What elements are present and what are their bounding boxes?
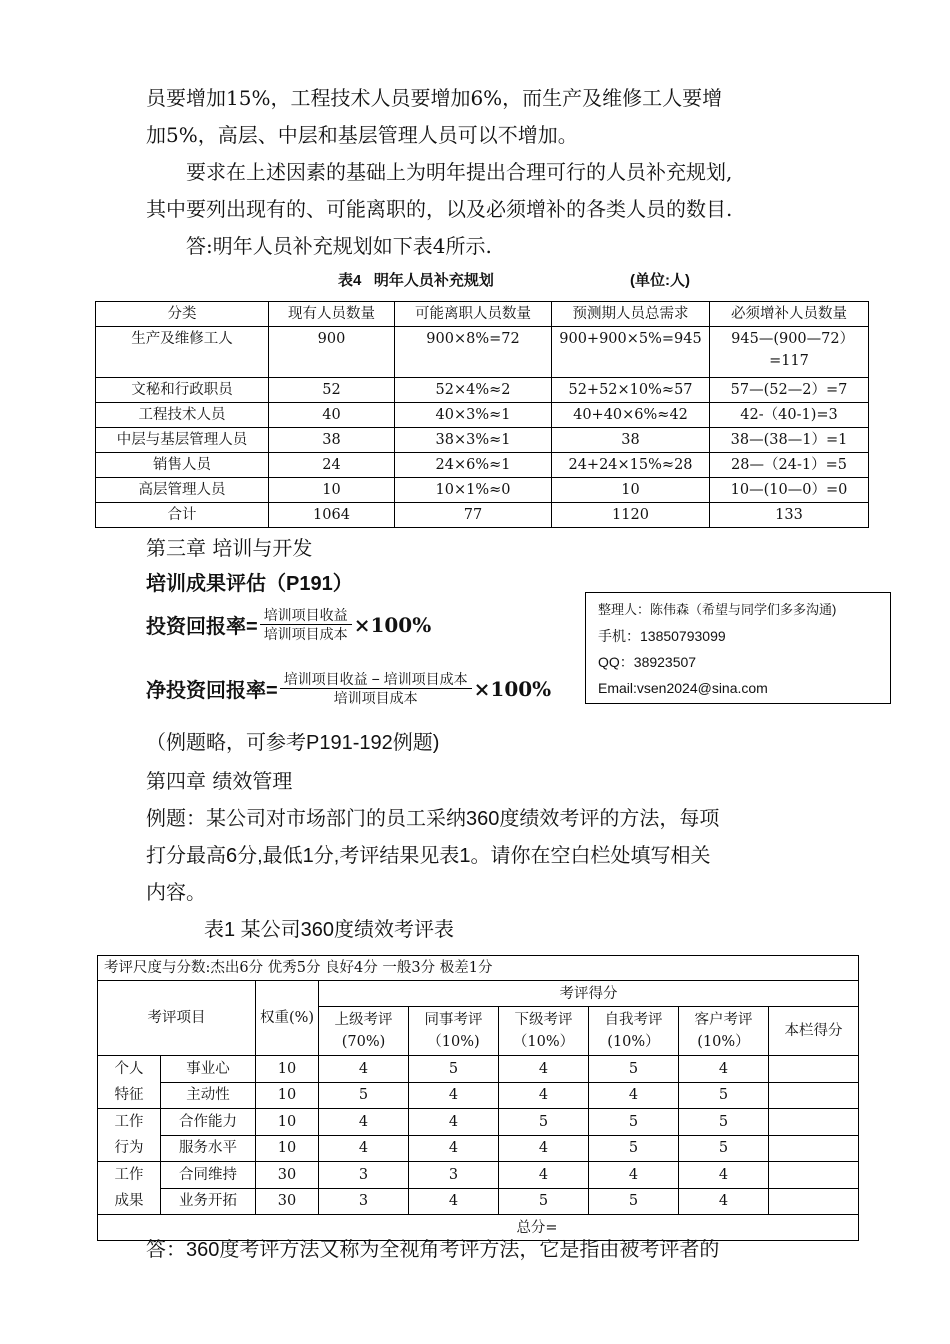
weight: 30: [256, 1188, 319, 1215]
chapter3-title: 第三章 培训与开发: [146, 536, 313, 560]
contact-organizer: 整理人：陈伟森（希望与同学们多多沟通): [598, 602, 837, 617]
cell: 合计: [96, 503, 269, 528]
score: 5: [409, 1056, 499, 1083]
cell: 52: [269, 378, 395, 403]
cell: 10×1%≈0: [395, 478, 552, 503]
net-roi-fraction: [280, 670, 472, 707]
net-roi-numerator: 培训项目收益 − 培训项目成本: [280, 670, 472, 689]
cell: 57—(52—2）=7: [710, 378, 869, 403]
score: 4: [589, 1162, 679, 1189]
table-row: [98, 1188, 859, 1215]
score: 4: [409, 1135, 499, 1162]
cell: 40: [269, 403, 395, 428]
cell: 40×3%≈1: [395, 403, 552, 428]
score: 3: [409, 1162, 499, 1189]
weight: 30: [256, 1162, 319, 1189]
table1-caption: 表1 某公司360度绩效考评表: [204, 919, 455, 941]
chapter3-subtitle: 培训成果评估（P191）: [146, 573, 353, 595]
para-line-3: 要求在上述因素的基础上为明年提出合理可行的人员补充规划,: [186, 160, 733, 184]
table-row: [96, 503, 869, 528]
cell: 52×4%≈2: [395, 378, 552, 403]
score: 5: [589, 1056, 679, 1083]
cell: 10—(10—0）=0: [710, 478, 869, 503]
table-row: [96, 428, 869, 453]
example-note: （例题略，可参考P191-192例题): [146, 732, 440, 754]
sub-header-superior: 上级考评(70%): [319, 1007, 409, 1056]
table-row: [96, 327, 869, 378]
cell: 38: [552, 428, 710, 453]
weight: 10: [256, 1135, 319, 1162]
cell: 10: [269, 478, 395, 503]
weight: 10: [256, 1082, 319, 1109]
table-row: [96, 378, 869, 403]
scale-row: 考评尺度与分数:杰出6分 优秀5分 良好4分 一般3分 极差1分: [98, 956, 859, 981]
score: 4: [679, 1162, 769, 1189]
score: 4: [319, 1109, 409, 1136]
group-name: 工作成果: [98, 1162, 161, 1215]
row-score-blank[interactable]: [769, 1162, 859, 1189]
table-row: [96, 403, 869, 428]
cell: 高层管理人员: [96, 478, 269, 503]
chapter4-title: 第四章 绩效管理: [146, 769, 293, 793]
table-row: [98, 1162, 859, 1189]
cell: 900: [269, 327, 395, 378]
weight: 10: [256, 1109, 319, 1136]
score: 5: [679, 1109, 769, 1136]
sub-header-customer: 客户考评(10%）: [679, 1007, 769, 1056]
row-score-blank[interactable]: [769, 1056, 859, 1083]
score: 4: [499, 1162, 589, 1189]
header-leaving: 可能离职人员数量: [395, 302, 552, 327]
cell: 中层与基层管理人员: [96, 428, 269, 453]
header-current: 现有人员数量: [269, 302, 395, 327]
cell: 销售人员: [96, 453, 269, 478]
roi-fraction: [260, 606, 352, 643]
chapter4-line-2: 打分最高6分,最低1分,考评结果见表1。请你在空白栏处填写相关: [146, 845, 711, 867]
score: 4: [589, 1082, 679, 1109]
cell: 38: [269, 428, 395, 453]
cell: 38×3%≈1: [395, 428, 552, 453]
cell: 28—（24-1）=5: [710, 453, 869, 478]
score: 4: [319, 1056, 409, 1083]
answer-line: 答：360度考评方法又称为全视角考评方法，它是指由被考评者的: [146, 1239, 720, 1261]
roi-multiplier: ×100%: [353, 612, 432, 637]
cell: 52+52×10%≈57: [552, 378, 710, 403]
net-roi-multiplier: ×100%: [473, 676, 552, 701]
para-line-1: 员要增加15%，工程技术人员要增加6%，而生产及维修工人要增: [146, 86, 723, 110]
row-score-blank[interactable]: [769, 1082, 859, 1109]
cell: 24: [269, 453, 395, 478]
header-demand: 预测期人员总需求: [552, 302, 710, 327]
score-header: 考评得分: [319, 981, 859, 1007]
item-name: 合作能力: [161, 1109, 256, 1136]
table-row: [98, 1056, 859, 1083]
score: 4: [409, 1188, 499, 1215]
chapter4-line-1: 例题：某公司对市场部门的员工采纳360度绩效考评的方法，每项: [146, 808, 720, 830]
performance-table: [97, 955, 859, 1241]
score: 5: [589, 1188, 679, 1215]
cell: 1120: [552, 503, 710, 528]
cell: 工程技术人员: [96, 403, 269, 428]
cell: 133: [710, 503, 869, 528]
score: 3: [319, 1162, 409, 1189]
item-name: 业务开拓: [161, 1188, 256, 1215]
sub-header-subordinate: 下级考评（10%）: [499, 1007, 589, 1056]
sub-header-row-score: 本栏得分: [769, 1007, 859, 1056]
contact-email: Email:vsen2024@sina.com: [598, 680, 768, 696]
cell: 10: [552, 478, 710, 503]
table-row: [98, 1135, 859, 1162]
table4-caption: 表4 明年人员补充规划: [338, 272, 494, 289]
para-line-4: 其中要列出现有的、可能离职的，以及必须增补的各类人员的数目.: [146, 197, 733, 221]
row-score-blank[interactable]: [769, 1109, 859, 1136]
weight-header: 权重(%): [256, 981, 319, 1056]
net-roi-label: 净投资回报率=: [146, 680, 278, 702]
score: 5: [679, 1135, 769, 1162]
sub-header-peer: 同事考评（10%): [409, 1007, 499, 1056]
roi-label: 投资回报率=: [146, 616, 258, 638]
contact-qq: QQ：38923507: [598, 654, 697, 670]
score: 5: [319, 1082, 409, 1109]
table-row: [98, 1109, 859, 1136]
row-score-blank[interactable]: [769, 1188, 859, 1215]
row-score-blank[interactable]: [769, 1135, 859, 1162]
score: 3: [319, 1188, 409, 1215]
header-category: 分类: [96, 302, 269, 327]
para-line-2: 加5%，高层、中层和基层管理人员可以不增加。: [146, 123, 578, 147]
staffing-table: [95, 301, 869, 528]
net-roi-denominator: 培训项目成本: [333, 690, 418, 706]
cell: 生产及维修工人: [96, 327, 269, 378]
group-name: 个人特征: [98, 1056, 161, 1109]
roi-numerator: 培训项目收益: [260, 606, 352, 625]
score: 5: [589, 1135, 679, 1162]
score: 4: [679, 1056, 769, 1083]
score: 5: [499, 1109, 589, 1136]
chapter4-line-3: 内容。: [146, 882, 206, 904]
sub-header-self: 自我考评(10%）: [589, 1007, 679, 1056]
para-line-5: 答:明年人员补充规划如下表4所示.: [186, 234, 492, 258]
item-name: 主动性: [161, 1082, 256, 1109]
weight: 10: [256, 1056, 319, 1083]
roi-formula: [146, 606, 431, 643]
score: 4: [499, 1082, 589, 1109]
table-row: [96, 453, 869, 478]
cell: 文秘和行政职员: [96, 378, 269, 403]
cell: 900+900×5%=945: [552, 327, 710, 378]
contact-phone: 手机：13850793099: [598, 628, 726, 644]
score: 4: [319, 1135, 409, 1162]
item-header: 考评项目: [98, 981, 256, 1056]
cell: 42-（40-1)=3: [710, 403, 869, 428]
cell: 77: [395, 503, 552, 528]
cell: 945—(900—72）=117: [710, 327, 869, 378]
cell: 24+24×15%≈28: [552, 453, 710, 478]
cell: 38—(38—1）=1: [710, 428, 869, 453]
score: 4: [409, 1109, 499, 1136]
table4-unit: (单位:人): [630, 272, 690, 289]
score: 4: [409, 1082, 499, 1109]
score: 5: [499, 1188, 589, 1215]
table-row: [96, 478, 869, 503]
item-name: 事业心: [161, 1056, 256, 1083]
item-name: 合同维持: [161, 1162, 256, 1189]
score: 5: [679, 1082, 769, 1109]
net-roi-formula: [146, 670, 551, 707]
table-row: [98, 1082, 859, 1109]
cell: 24×6%≈1: [395, 453, 552, 478]
score: 4: [499, 1135, 589, 1162]
header-supplement: 必须增补人员数量: [710, 302, 869, 327]
group-name: 工作行为: [98, 1109, 161, 1162]
score: 4: [499, 1056, 589, 1083]
item-name: 服务水平: [161, 1135, 256, 1162]
score: 5: [589, 1109, 679, 1136]
contact-box: [585, 592, 891, 704]
score: 4: [679, 1188, 769, 1215]
roi-denominator: 培训项目成本: [263, 626, 348, 642]
total-score: 总分=: [98, 1215, 859, 1241]
cell: 40+40×6%≈42: [552, 403, 710, 428]
cell: 1064: [269, 503, 395, 528]
cell: 900×8%=72: [395, 327, 552, 378]
